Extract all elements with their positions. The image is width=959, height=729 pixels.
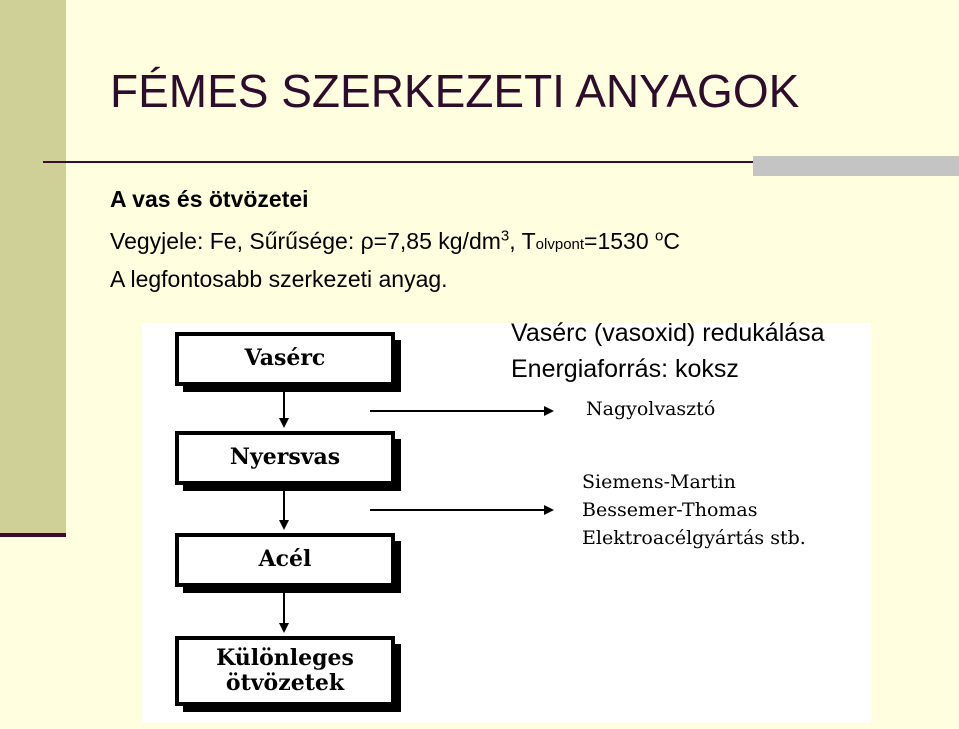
right-text-reduction: Vasérc (vasoxid) redukálása [511,319,825,347]
importance-line: A legfontosabb szerkezeti anyag. [110,266,448,292]
left-accent-line [0,533,66,537]
label-nagyolvaszto: Nagyolvasztó [586,398,716,420]
properties-line [110,228,680,255]
properties-unit: C [663,228,681,254]
box-kulonleges-otvozetek: Különleges ötvözetek [175,636,395,706]
box-vaserc: Vasérc [175,332,395,386]
properties-eq: =1530 [584,228,656,254]
box-nyersvas: Nyersvas [175,431,395,485]
label-bessemer-thomas: Bessemer-Thomas [582,499,758,521]
properties-prefix: Vegyjele: Fe, Sűrűsége: ρ=7,85 kg/dm [110,228,501,254]
right-text-energy: Energiaforrás: koksz [511,355,739,383]
section-heading: A vas és ötvözetei [110,186,309,212]
process-diagram [142,323,871,723]
box-acel: Acél [175,533,395,587]
melting-point-subscript: olvpont [535,236,585,253]
slide-title: FÉMES SZERKEZETI ANYAGOK [110,65,800,117]
dm3-superscript: 3 [500,227,510,245]
degree-superscript: o [655,227,664,245]
label-siemens-martin: Siemens-Martin [582,471,736,493]
properties-mid: , T [509,228,536,254]
left-accent-bar [0,0,66,535]
label-elektroacelgyartas: Elektroacélgyártás stb. [582,527,806,549]
title-gray-bar [753,156,959,176]
